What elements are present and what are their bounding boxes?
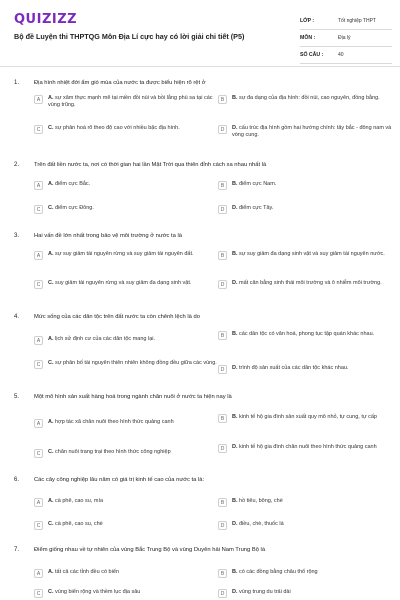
option-d[interactable] [218,205,400,214]
question-5 [14,394,392,469]
option-c[interactable] [34,360,218,369]
question-text: Điểm giống nhau về tự nhiên của vùng Bắc Trung Bộ và vùng Duyên hải Nam Trung Bộ là [34,547,266,553]
meta-value: Tốt nghiệp THPT [338,18,376,24]
meta-row-class [300,13,392,30]
option-letter: D. [232,521,238,527]
option-letter: B. [232,251,238,257]
question-7 [14,547,392,600]
option-letter: C. [48,205,54,211]
option-text: trình độ sản xuất của các dân tộc khác nhau. [239,365,349,371]
option-badge: D [218,365,227,374]
option-d[interactable] [218,280,400,289]
option-c[interactable] [34,125,218,134]
option-text: kinh tế hộ gia đình chăn nuôi theo hình thức quảng canh [239,444,377,450]
option-letter: B. [232,95,238,101]
option-text: chăn nuôi trang trại theo hình thức công nghiệp [55,449,171,455]
option-text: lịch sử định cư của các dân tộc mang lại. [55,336,156,342]
option-text: cà phê, cao su, mía [55,498,104,504]
option-text: cà phê, cao su, chè [55,521,103,527]
option-letter: A. [48,569,54,575]
option-badge: A [34,251,43,260]
option-a[interactable] [34,181,218,190]
option-letter: C. [48,280,54,286]
option-text: có các đồng bằng châu thổ rộng [239,569,318,575]
option-d[interactable] [218,444,400,453]
option-letter: B. [232,181,238,187]
option-letter: D. [232,444,238,450]
option-badge: B [218,331,227,340]
option-letter: B. [232,331,238,337]
document-title: Bộ đề Luyện thi THPTQG Môn Địa Lí cực hay có lời giải chi tiết (P5) [14,32,245,41]
meta-label: SỐ CÂU : [300,52,324,58]
option-letter: A. [48,419,54,425]
option-badge: A [34,569,43,578]
option-b[interactable] [218,569,400,578]
option-text: sự suy giảm tài nguyên rừng và suy giảm tài nguyên đất. [55,251,194,257]
option-d[interactable] [218,125,400,140]
option-a[interactable] [34,251,218,260]
option-letter: C. [48,125,54,131]
option-text: hợp tác xã chăn nuôi theo hình thức quảng canh [55,419,174,425]
option-b[interactable] [218,414,400,423]
option-b[interactable] [218,181,400,190]
option-text: mất cân bằng sinh thái môi trường và ô nhiễm môi trường. [239,280,382,286]
option-badge: B [218,414,227,423]
page-header [0,0,400,62]
option-c[interactable] [34,280,218,289]
option-letter: B. [232,498,238,504]
option-badge: C [34,280,43,289]
option-text: hồ tiêu, bông, chè [239,498,283,504]
option-letter: A. [48,251,54,257]
option-text: điểm cực Đông. [55,205,94,211]
question-4 [14,314,392,386]
option-badge: B [218,251,227,260]
option-text: điểm cực Tây. [239,205,274,211]
option-badge: D [218,521,227,530]
meta-label: MÔN : [300,35,316,41]
question-text: Địa hình nhiệt đới ẩm gió mùa của nước ta được biểu hiện rõ rệt ở [34,80,206,86]
option-letter: C. [48,589,54,595]
meta-table [300,13,392,64]
option-letter: A. [48,498,54,504]
option-b[interactable] [218,95,400,104]
option-badge: B [218,181,227,190]
question-text: Các cây công nghiệp lâu năm có giá trị kinh tế cao của nước ta là: [34,477,205,483]
option-badge: C [34,449,43,458]
meta-value: 40 [338,52,344,58]
option-a[interactable] [34,569,218,578]
question-text: Hai vấn đề lớn nhất trong bảo vệ môi trường ở nước ta là [34,233,182,239]
option-letter: A. [48,336,54,342]
option-text: tất cả các tỉnh đều có biển [55,569,119,575]
option-b[interactable] [218,498,400,507]
question-number: 7. [14,547,20,553]
option-letter: A. [48,95,54,101]
option-badge: A [34,498,43,507]
option-badge: C [34,521,43,530]
option-b[interactable] [218,331,400,340]
option-badge: C [34,589,43,598]
question-text: Mức sống của các dân tộc trên đất nước ta còn chênh lệch là do [34,314,200,320]
option-badge: C [34,125,43,134]
question-text: Trên đất liền nước ta, nơi có thời gian hai lần Mặt Trời qua thiên đỉnh cách xa nhau nhất là [34,162,267,168]
option-a[interactable] [34,336,218,345]
option-text: suy giảm tài nguyên rừng và suy giảm đa dạng sinh vật. [55,280,192,286]
header-divider [0,66,400,67]
option-a[interactable] [34,419,218,428]
option-letter: B. [232,414,238,420]
option-badge: D [218,589,227,598]
meta-value: Địa lý [338,35,351,41]
option-text: các dân tộc có văn hoá, phong tục tập quán khác nhau. [239,331,375,337]
option-text: điều, chè, thuốc lá [239,521,284,527]
option-letter: C. [48,449,54,455]
option-badge: C [34,360,43,369]
option-d[interactable] [218,589,400,598]
option-badge: B [218,498,227,507]
meta-row-count [300,47,392,64]
question-6 [14,477,392,539]
option-badge: B [218,569,227,578]
option-badge: D [218,125,227,134]
option-text: sự đa dạng của địa hình: đồi núi, cao nguyên, đồng bằng. [239,95,380,101]
option-letter: D. [232,125,238,131]
option-badge: C [34,205,43,214]
option-badge: D [218,205,227,214]
option-text: kinh tế hộ gia đình sản xuất quy mô nhỏ, tự cung, tự cấp [239,414,377,420]
option-c[interactable] [34,449,218,458]
option-letter: C. [48,360,54,366]
option-badge: A [34,181,43,190]
option-badge: B [218,95,227,104]
option-b[interactable] [218,251,400,260]
question-text: Một mô hình sản xuất hàng hoá trong ngành chăn nuôi ở nước ta hiện nay là [34,394,232,400]
option-letter: D. [232,205,238,211]
option-a[interactable] [34,95,218,110]
option-badge: A [34,336,43,345]
question-3 [14,233,392,305]
option-badge: A [34,95,43,104]
question-2 [14,162,392,227]
question-number: 3. [14,233,20,239]
option-text: sự phân bố tài nguyên thiên nhiên không đồng đều giữa các vùng. [55,360,217,366]
option-text: cấu trúc địa hình gồm hai hướng chính: tây bắc - đông nam và vòng cung. [232,125,392,139]
question-number: 6. [14,477,20,483]
option-badge: D [218,280,227,289]
option-text: sự xâm thực mạnh mẽ tại miền đồi núi và bồi lắng phù sa tại các vùng trũng. [48,95,213,109]
option-text: vùng biển rộng và thềm lục địa sâu [55,589,141,595]
option-d[interactable] [218,521,400,530]
option-text: điểm cực Bắc. [55,181,91,187]
option-letter: D. [232,589,238,595]
option-text: vùng trung du trải dài [239,589,291,595]
quizizz-logo[interactable]: QUIZIZZ [14,12,78,27]
meta-row-subject [300,30,392,47]
option-letter: B. [232,569,238,575]
question-1 [14,80,392,155]
question-number: 2. [14,162,20,168]
option-badge: D [218,444,227,453]
option-text: sự suy giảm đa dạng sinh vật và suy giảm tài nguyên nước. [239,251,385,257]
option-text: sự phân hoá rõ theo độ cao với nhiều bậc địa hình. [55,125,180,131]
option-c[interactable] [34,521,218,530]
question-number: 1. [14,80,20,86]
option-letter: D. [232,280,238,286]
option-letter: C. [48,521,54,527]
option-letter: A. [48,181,54,187]
question-number: 4. [14,314,20,320]
question-number: 5. [14,394,20,400]
meta-label: LỚP : [300,18,315,24]
option-c[interactable] [34,205,218,214]
option-badge: A [34,419,43,428]
option-a[interactable] [34,498,218,507]
option-letter: D. [232,365,238,371]
option-d[interactable] [218,365,400,374]
option-c[interactable] [34,589,218,598]
option-text: điểm cực Nam. [239,181,277,187]
